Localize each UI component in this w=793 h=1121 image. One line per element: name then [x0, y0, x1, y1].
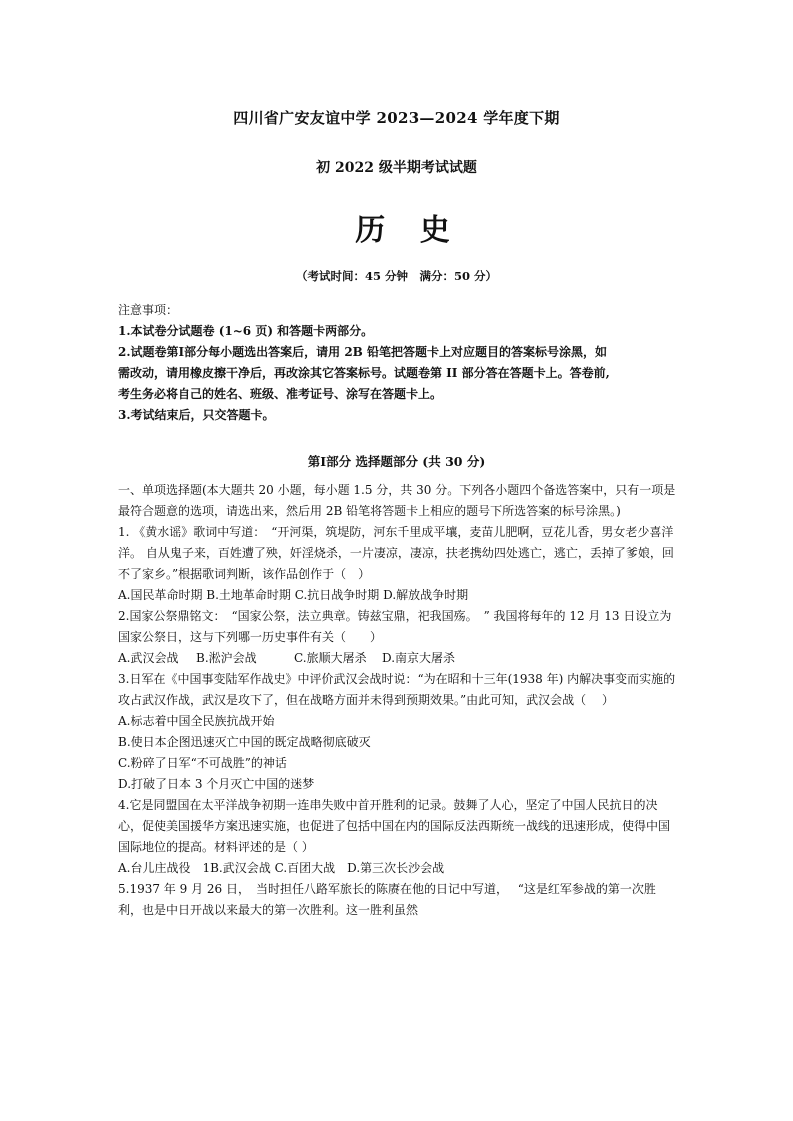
option-b: B.使日本企图迅速灭亡中国的既定战略彻底破灭 [118, 735, 371, 749]
option-a: A.武汉会战 [118, 651, 179, 665]
notes-item: 2.试题卷第Ⅰ部分每小题选出答案后，请用 2B 铅笔把答题卡上对应题目的答案标号涂黑，如 [118, 345, 607, 359]
question-1-stem: 1. 《黄水谣》歌词中写道： “开河渠，筑堤防，河东千里成平壤，麦苗儿肥啊，豆花儿香，男女老少喜洋洋。 自从鬼子来，百姓遭了殃，奸淫烧杀，一片凄凉，凄凉，扶老携幼四处逃亡，逃亡，丢掉了爹娘，回不了家乡。”根据歌词判断，该作品创作于（ ） [118, 525, 674, 581]
option-d: D.打破了日本 3 个月灭亡中国的迷梦 [118, 777, 315, 791]
notes-item: 3.考试结束后，只交答题卡。 [118, 408, 275, 422]
option-a: A.标志着中国全民族抗战开始 [118, 714, 275, 728]
notes-section [118, 300, 678, 426]
question-2-stem: 2.国家公祭鼎铭文： “国家公祭，法立典章。铸兹宝鼎，祀我国殇。 ” 我国将每年的 12 月 13 日设立为国家公祭日，这与下列哪一历史事件有关（ ） [118, 609, 672, 644]
option-b: B.淞沪会战 [196, 651, 257, 665]
question-3-stem: 3.日军在《中国事变陆军作战史》中评价武汉会战时说：“为在昭和十三年(1938 年) 内解决事变而实施的攻占武汉作战，武汉是攻下了，但在战略方面并未得到预期效果。”由此可知，武汉会战（ ） [118, 672, 676, 707]
exam-title: 初 2022 级半期考试试题 [316, 160, 477, 176]
question-4-options: A.台儿庄战役 1B.武汉会战 C.百团大战 D.第三次长沙会战 [118, 861, 445, 875]
notes-item: 1.本试卷分试题卷 (1~6 页) 和答题卡两部分。 [118, 324, 374, 338]
question-4-stem: 4.它是同盟国在太平洋战争初期一连串失败中首开胜利的记录。鼓舞了人心，坚定了中国人民抗日的决心，促使美国援华方案迅速实施，也促进了包括中国在内的国际反法西斯统一战线的迅速形成，使得中国国际地位的提高。材料评述的是（ ） [118, 798, 671, 854]
section-instructions: 一、单项选择题(本大题共 20 小题，每小题 1.5 分，共 30 分。下列各小题四个备选答案中，只有一项是最符合题意的选项，请选出来，然后用 2B 铅笔将答题卡上相应的题号下所选答案的标号涂黑。) [118, 483, 676, 518]
exam-meta: （考试时间：45 分钟 满分：50 分） [295, 269, 497, 283]
option-d: D.南京大屠杀 [382, 651, 456, 665]
questions-section [118, 480, 678, 921]
subject-title: 历 史 [355, 213, 462, 248]
notes-heading: 注意事项： [118, 303, 179, 317]
option-c: C.旅顺大屠杀 [294, 651, 367, 665]
question-5-stem: 5.1937 年 9 月 26 日， 当时担任八路军旅长的陈赓在他的日记中写道， “这是红军参战的第一次胜利，也是中日开战以来最大的第一次胜利。这一胜利虽然 [118, 882, 656, 917]
question-2-options [118, 648, 678, 669]
option-c: C.粉碎了日军“不可战胜”的神话 [118, 756, 287, 770]
section-title: 第Ⅰ部分 选择题部分 (共 30 分) [307, 454, 486, 469]
notes-item: 考生务必将自己的姓名、班级、准考证号、涂写在答题卡上。 [118, 387, 443, 401]
notes-item: 需改动，请用橡皮擦干净后，再改涂其它答案标号。试题卷第 II 部分答在答题卡上。答卷前, [118, 366, 610, 380]
question-1-options: A.国民革命时期 B.土地革命时期 C.抗日战争时期 D.解放战争时期 [118, 588, 469, 602]
school-title: 四川省广安友谊中学 2023—2024 学年度下期 [233, 109, 560, 127]
